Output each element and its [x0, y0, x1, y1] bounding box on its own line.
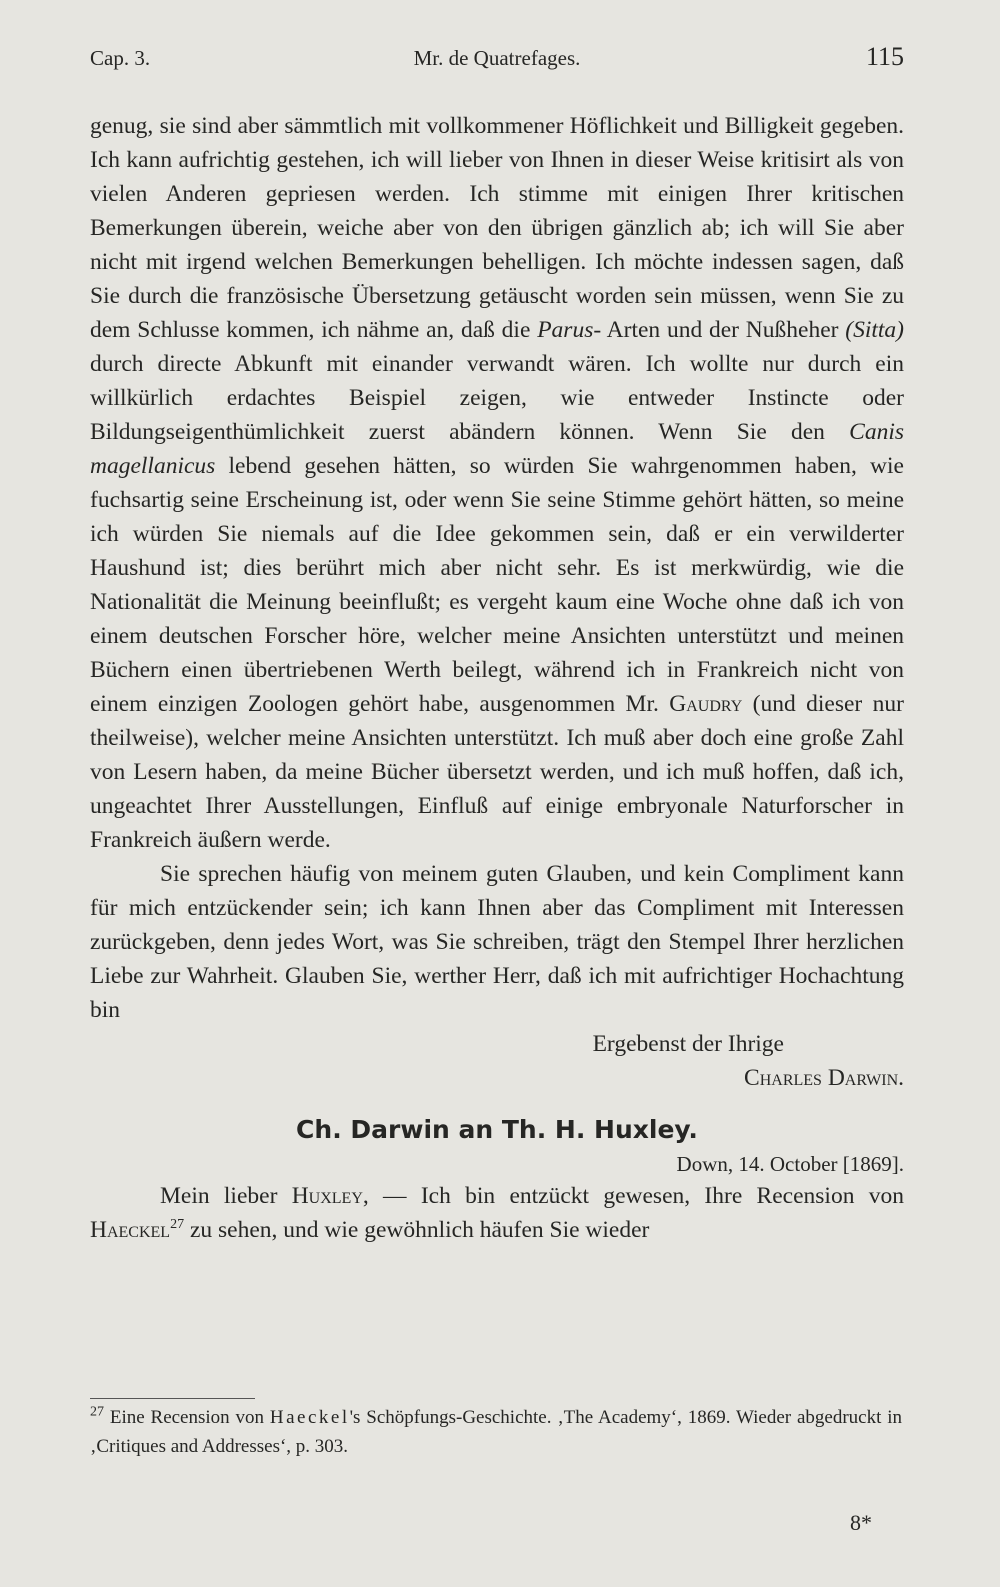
name-haeckel-spaced: Haeckel	[269, 1407, 350, 1428]
text-run: , — Ich bin entzückt gewesen, Ihre Recension von	[362, 1183, 904, 1209]
text-run: genug, sie sind aber sämmtlich mit vollkommener Höflichkeit und Billigkeit gegeben. Ich kann aufrichtig gestehen, ich will lieber von Ihnen in dieser Weise kritisirt als von vielen Anderen gepriesen werden. Ich stimme mit einigen Ihrer kritischen Bemerkungen überein, weiche aber von den übrigen gänzlich ab; ich will Sie aber nicht mit irgend welchen Bemerkungen behelligen. Ich möchte indessen sagen, daß Sie durch die französische Übersetzung getäuscht worden sein müssen, wenn Sie zu dem Schlusse kommen, ich nähme an, daß die	[90, 113, 904, 343]
footnote-mark: 27	[90, 1404, 104, 1420]
paragraph-3	[90, 1179, 904, 1247]
name-gaudry: Gaudry	[669, 691, 743, 717]
text-run: 's Schöpfungs-Geschichte. ‚The Academy‘, 1869. Wieder abgedruckt in ‚Critiques and Addresses‘, p. 303.	[90, 1407, 903, 1457]
taxon-canis: Canis magellanicus	[90, 419, 904, 479]
text-run: Arten und der Nußheher	[601, 317, 846, 343]
text-run: durch directe Abkunft mit einander verwandt wären. Ich wollte nur durch ein willkürlich erdachtes Beispiel zeigen, wie entweder Instincte oder Bildungseigenthümlichkeit zuerst abändern können. Wenn Sie den	[90, 351, 904, 445]
text-run: lebend gesehen hätten, so würden Sie wahrgenommen haben, wie fuchsartig seine Erscheinung ist, oder wenn Sie seine Stimme gehört hätten, so meine ich würden Sie niemals auf die Idee gekommen sein, daß er ein verwilderter Haushund ist; dies berührt mich aber nicht sehr. Es ist merkwürdig, wie die Nationalität die Meinung beeinflußt; es vergeht kaum eine Woche ohne daß ich von einem deutschen Forscher höre, welcher meine Ansichten unterstützt und meinen Büchern einen übertriebenen Werth beilegt, während ich in Frankreich nicht von einem einzigen Zoologen gehört habe, ausgenommen Mr.	[90, 453, 904, 717]
footnote-rule	[90, 1398, 255, 1399]
letter-title: Ch. Darwin an Th. H. Huxley.	[296, 1115, 698, 1144]
signature-mark: 8*	[850, 1510, 872, 1535]
main-text	[90, 109, 904, 1247]
text-run: Mein lieber	[160, 1183, 292, 1209]
name-huxley: Huxley	[291, 1183, 363, 1209]
footnote-27	[90, 1403, 902, 1461]
running-header	[90, 42, 904, 86]
footnote-ref: 27	[170, 1217, 185, 1233]
footnote	[90, 1403, 902, 1461]
signature: Charles Darwin.	[744, 1065, 904, 1091]
running-title: Mr. de Quatrefages.	[413, 46, 581, 70]
closing-line: Ergebenst der Ihrige	[592, 1031, 784, 1057]
taxon-sitta: (Sitta)	[845, 317, 904, 343]
chapter-label: Cap. 3.	[90, 46, 151, 70]
paragraph-2: Sie sprechen häufig von meinem guten Glauben, und kein Compliment kann für mich entzückender sein; ich kann Ihnen aber das Compliment mit Interessen zurückgeben, denn jedes Wort, was Sie schreiben, trägt den Stempel Ihrer herzlichen Liebe zur Wahrheit. Glauben Sie, werther Herr, daß ich mit aufrichtiger Hochachtung bin	[90, 861, 904, 1023]
name-haeckel: Haeckel	[90, 1217, 171, 1243]
taxon-parus: Parus-	[537, 317, 602, 343]
page-number: 115	[865, 42, 904, 71]
text-run: (und dieser nur theilweise), welcher meine Ansichten unterstützt. Ich muß aber doch eine große Zahl von Lesern haben, da meine Bücher übersetzt werden, und ich muß hoffen, daß ich, ungeachtet Ihrer Ausstellungen, Einfluß auf einige embryonale Naturforscher in Frankreich äußern werde.	[90, 691, 904, 853]
dateline: Down, 14. October [1869].	[676, 1152, 904, 1176]
paragraph-1	[90, 109, 904, 857]
text-run: Eine Recension von	[104, 1407, 270, 1428]
text-run: zu sehen, und wie gewöhnlich häufen Sie wieder	[184, 1217, 650, 1243]
